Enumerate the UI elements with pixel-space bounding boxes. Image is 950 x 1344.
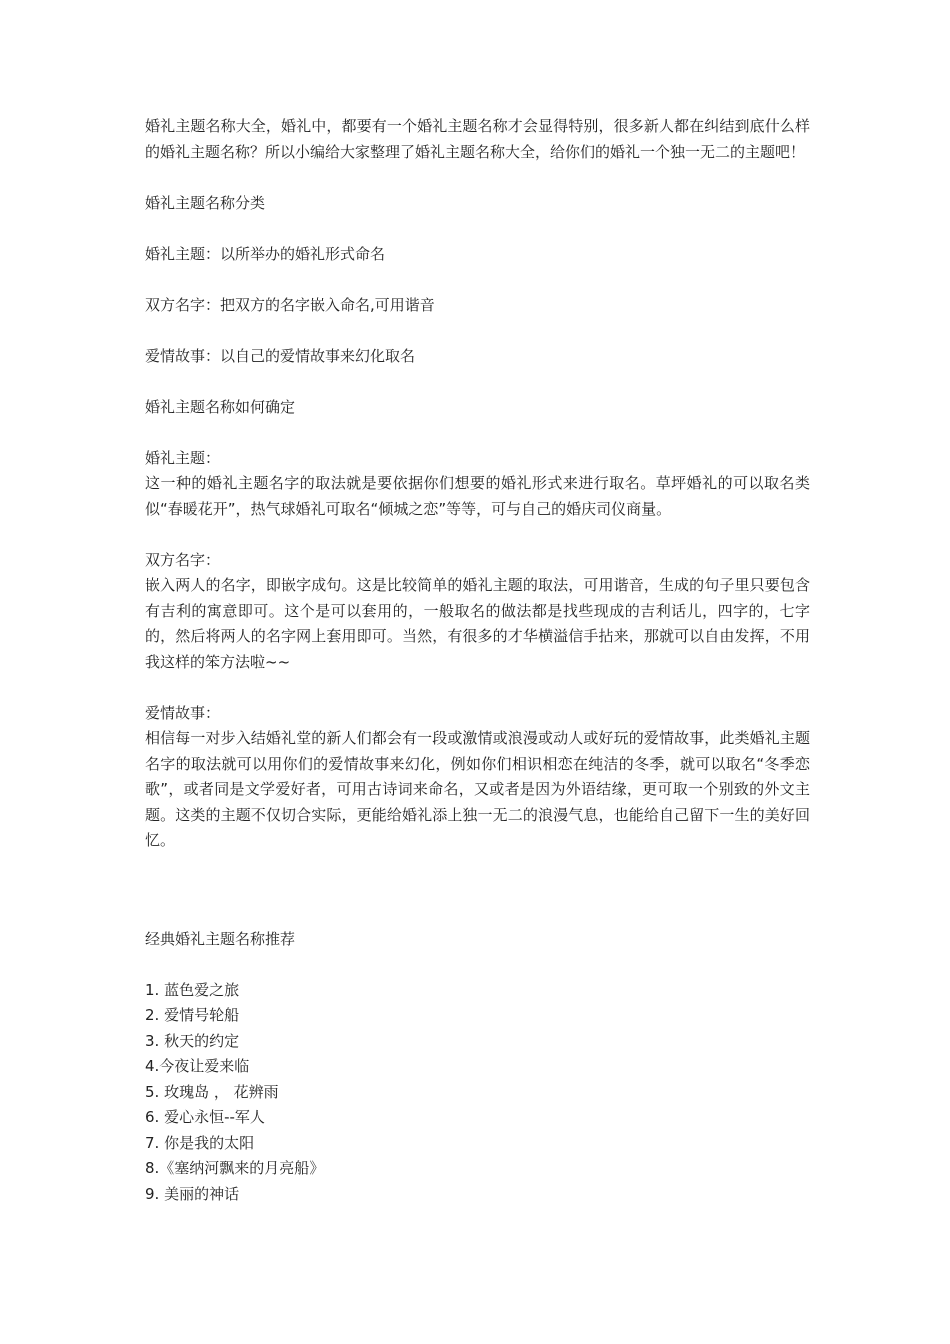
section-body: 这一种的婚礼主题名字的取法就是要依据你们想要的婚礼形式来进行取名。草坪婚礼的可以取名类似“春暖花开”，热气球婚礼可取名“倾城之恋”等等，可与自己的婚庆司仪商量。	[145, 474, 810, 518]
recommend-heading: 经典婚礼主题名称推荐	[145, 929, 296, 948]
classification-item: 双方名字：把双方的名字嵌入命名,可用谐音	[145, 295, 435, 314]
list-item: 9. 美丽的神话	[145, 1184, 240, 1203]
section-title: 爱情故事：	[145, 703, 221, 722]
section-title: 双方名字：	[145, 550, 221, 569]
list-item: 8.《塞纳河飘来的月亮船》	[145, 1159, 325, 1177]
classification-item: 婚礼主题：以所举办的婚礼形式命名	[145, 244, 386, 263]
list-item: 1. 蓝色爱之旅	[145, 980, 240, 999]
intro-paragraph: 婚礼主题名称大全，婚礼中，都要有一个婚礼主题名称才会显得特别，很多新人都在纠结到底什么样的婚礼主题名称？所以小编给大家整理了婚礼主题名称大全，给你们的婚礼一个独一无二的主题吧！	[145, 117, 810, 161]
classification-heading: 婚礼主题名称分类	[145, 193, 266, 212]
list-item: 4.今夜让爱来临	[145, 1057, 250, 1075]
list-item: 7. 你是我的太阳	[145, 1133, 255, 1152]
section-body: 相信每一对步入结婚礼堂的新人们都会有一段或激情或浪漫或动人或好玩的爱情故事，此类婚礼主题名字的取法就可以用你们的爱情故事来幻化，例如你们相识相恋在纯洁的冬季，就可以取名“冬季恋歌”，或者同是文学爱好者，可用古诗词来命名，又或者是因为外语结缘，更可取一个别致的外文主题。这类的主题不仅切合实际，更能给婚礼添上独一无二的浪漫气息，也能给自己留下一生的美好回忆。	[145, 729, 810, 849]
section-title: 婚礼主题：	[145, 448, 221, 467]
list-item: 6. 爱心永恒--军人	[145, 1108, 265, 1126]
determine-heading: 婚礼主题名称如何确定	[145, 397, 296, 416]
section-body: 嵌入两人的名字，即嵌字成句。这是比较简单的婚礼主题的取法，可用谐音，生成的句子里只要包含有吉利的寓意即可。这个是可以套用的，一般取名的做法都是找些现成的吉利话儿，四字的，七字的，然后将两人的名字网上套用即可。当然，有很多的才华横溢信手拈来，那就可以自由发挥，不用我这样的笨方法啦~~	[145, 576, 810, 671]
classification-item: 爱情故事：以自己的爱情故事来幻化取名	[145, 346, 416, 365]
document-page	[145, 114, 810, 1207]
recommend-list	[145, 978, 810, 1208]
list-item: 3. 秋天的约定	[145, 1031, 240, 1050]
list-item: 2. 爱情号轮船	[145, 1006, 240, 1024]
list-item: 5. 玫瑰岛 ， 花辨雨	[145, 1082, 279, 1101]
